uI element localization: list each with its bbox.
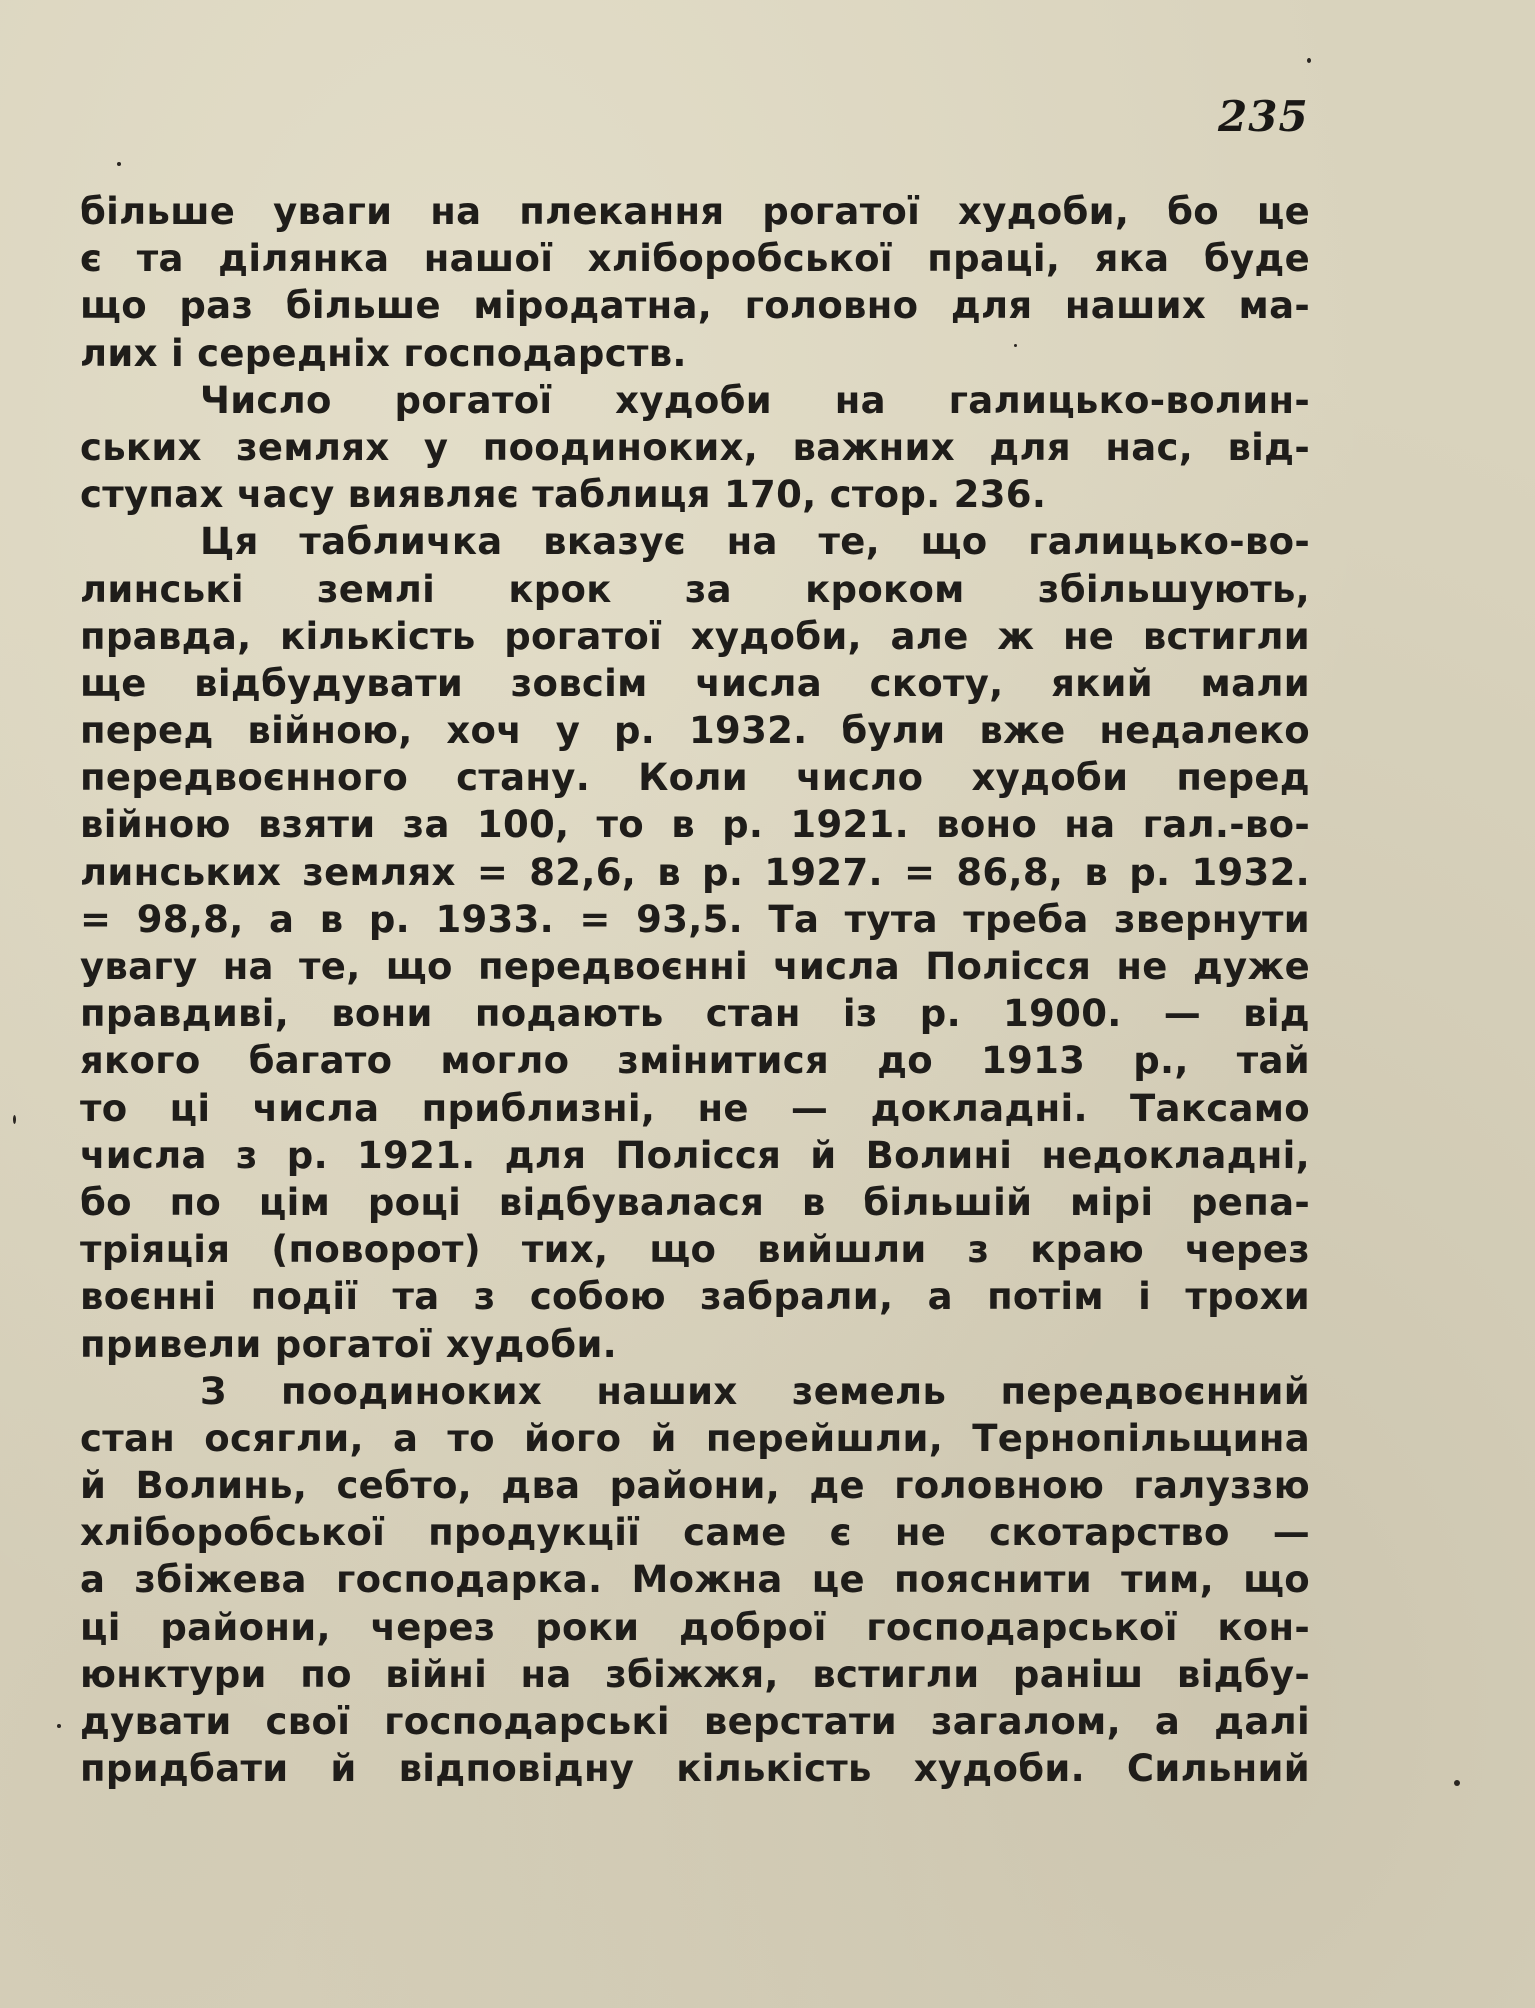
text-line: З поодиноких наших земель передвоєнний: [200, 1369, 1310, 1413]
text-line: є та ділянка нашої хліборобської праці, яка буде: [80, 237, 1310, 281]
text-line: линські землі крок за кроком збільшують,: [80, 567, 1310, 611]
text-line: а збіжева господарка. Можна це пояснити тим, що: [80, 1558, 1310, 1602]
text-line: стан осягли, а то його й перейшли, Тернопільщина: [80, 1416, 1310, 1460]
ink-speck: [1014, 344, 1017, 347]
text-line: придбати й відповідну кількість худоби. Сильний: [80, 1747, 1310, 1791]
ink-speck: [57, 1724, 61, 1728]
ink-speck: [1307, 58, 1311, 63]
body-text: [80, 188, 1310, 1792]
text-line: Число рогатої худоби на галицько-волин-: [200, 378, 1310, 422]
text-line: якого багато могло змінитися до 1913 р., тай: [80, 1039, 1310, 1083]
text-line: й Волинь, себто, два райони, де головною галуззю: [80, 1464, 1310, 1508]
ink-speck: [1454, 1780, 1460, 1786]
text-line: числа з р. 1921. для Полісся й Волині недокладні,: [80, 1133, 1310, 1177]
text-line: воєнні події та з собою забрали, а потім і трохи: [80, 1275, 1310, 1319]
text-line: ських землях у поодиноких, важних для нас, від-: [80, 425, 1310, 469]
text-line: увагу на те, що передвоєнні числа Полісся не дуже: [80, 945, 1310, 988]
ink-speck: [13, 1115, 16, 1124]
text-line: більше уваги на плекання рогатої худоби, бо це: [80, 190, 1310, 233]
text-line: Ця табличка вказує на те, що галицько-во-: [200, 520, 1310, 564]
ink-speck: [117, 162, 121, 166]
text-line: війною взяти за 100, то в р. 1921. воно на гал.-во-: [80, 803, 1310, 847]
text-line: хліборобської продукції саме є не скотарство —: [80, 1511, 1310, 1555]
text-line: дувати свої господарські верстати загалом, а далі: [80, 1700, 1310, 1743]
text-line: ще відбудувати зовсім числа скоту, який мали: [80, 661, 1310, 705]
text-line: правдиві, вони подають стан із р. 1900. — від: [80, 992, 1310, 1036]
text-line: юнктури по війні на збіжжя, встигли раніш відбу-: [80, 1652, 1310, 1696]
text-line: лих і середніх господарств.: [80, 331, 687, 375]
text-line: тріяція (поворот) тих, що вийшли з краю через: [80, 1228, 1310, 1272]
text-line: линських землях = 82,6, в р. 1927. = 86,8, в р. 1932.: [80, 850, 1310, 894]
text-line: бо по цім році відбувалася в більшій мірі репа-: [80, 1180, 1310, 1224]
text-line: ці райони, через роки доброї господарської кон-: [80, 1605, 1310, 1649]
text-line: перед війною, хоч у р. 1932. були вже недалеко: [80, 709, 1310, 753]
page-number: 235: [1218, 92, 1309, 141]
text-line: ступах часу виявляє таблиця 170, стор. 236.: [80, 473, 1047, 517]
text-line: = 98,8, а в р. 1933. = 93,5. Та тута треба звернути: [80, 897, 1310, 941]
text-line: що раз більше міродатна, головно для наших ма-: [80, 284, 1310, 328]
text-line: правда, кількість рогатої худоби, але ж не встигли: [80, 614, 1310, 658]
text-line: привели рогатої худоби.: [80, 1322, 618, 1366]
text-line: то ці числа приблизні, не — докладні. Таксамо: [80, 1086, 1310, 1130]
text-line: передвоєнного стану. Коли число худоби перед: [80, 756, 1310, 800]
